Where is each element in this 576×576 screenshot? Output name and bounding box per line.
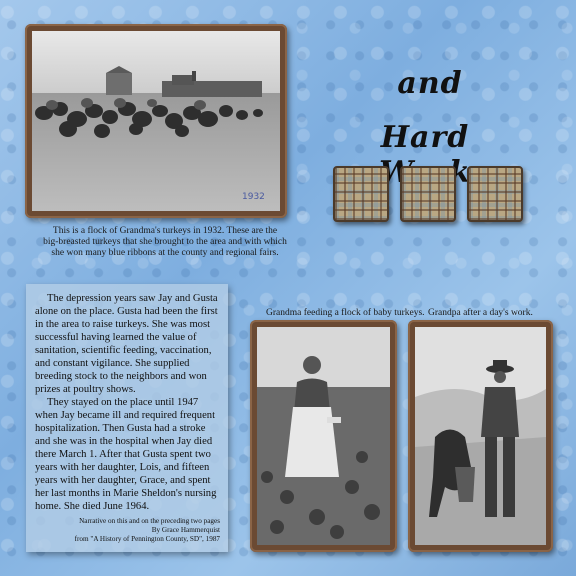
grandma-feeding-image xyxy=(257,327,390,545)
page-title-and: and xyxy=(397,66,463,101)
turkey-photo-frame xyxy=(25,24,287,218)
turkey-caption-line-1: This is a flock of Grandma's turkeys in 1932. These are the xyxy=(52,226,278,236)
grandpa-horse-image xyxy=(415,327,546,545)
grandpa-photo-frame xyxy=(408,320,553,552)
credit-line-2: By Grace Hammerquist xyxy=(151,526,220,534)
turkey-caption-line-3: she won many blue ribbons at the county and regional fairs. xyxy=(51,248,279,258)
grandma-photo-frame xyxy=(250,320,397,552)
grandma-caption: Grandma feeding a flock of baby turkeys. xyxy=(266,308,425,318)
grandma-feeding-photo xyxy=(257,327,390,545)
turkey-flock-image xyxy=(32,31,280,211)
photo-date-stamp: 1932 xyxy=(242,192,265,202)
grandpa-caption: Grandpa after a day's work. xyxy=(428,308,533,318)
story-credit xyxy=(75,517,220,544)
turkey-flock-photo xyxy=(32,31,280,211)
grandpa-horse-photo xyxy=(415,327,546,545)
story-text-box xyxy=(26,284,228,552)
plaid-square-2 xyxy=(400,166,456,222)
turkey-caption-line-2: big-breasted turkeys that she brought to the area and with which xyxy=(43,237,287,247)
plaid-square-3 xyxy=(467,166,523,222)
story-paragraph-1: The depression years saw Jay and Gusta alone on the place. Gusta had been the first in the area to raise turkeys. She was most successful having learned the value of sanitation, scientific feeding, vaccination, and constant vigilance. She supplied breeding stock to the neighbors and won prizes at poultry shows. xyxy=(35,293,218,395)
credit-line-3: from "A History of Pennington County, SD", 1987 xyxy=(74,535,220,543)
credit-line-1: Narrative on this and on the preceding two pages xyxy=(79,517,220,525)
turkey-caption xyxy=(30,226,300,259)
plaid-square-1 xyxy=(333,166,389,222)
story-paragraph-2: They stayed on the place until 1947 when Jay became ill and required frequent hospitalization. Then Gusta had a stroke and she was in the hospital when Jay died there March 1. After that Gusta spent two years with her daughter, Lois, and fifteen years with her daughter, Grace, and spent her last months in Marie Sheldon's nursing home. She died June 1964. xyxy=(35,397,217,512)
page-title-hard-work: Hard xyxy=(380,120,470,155)
